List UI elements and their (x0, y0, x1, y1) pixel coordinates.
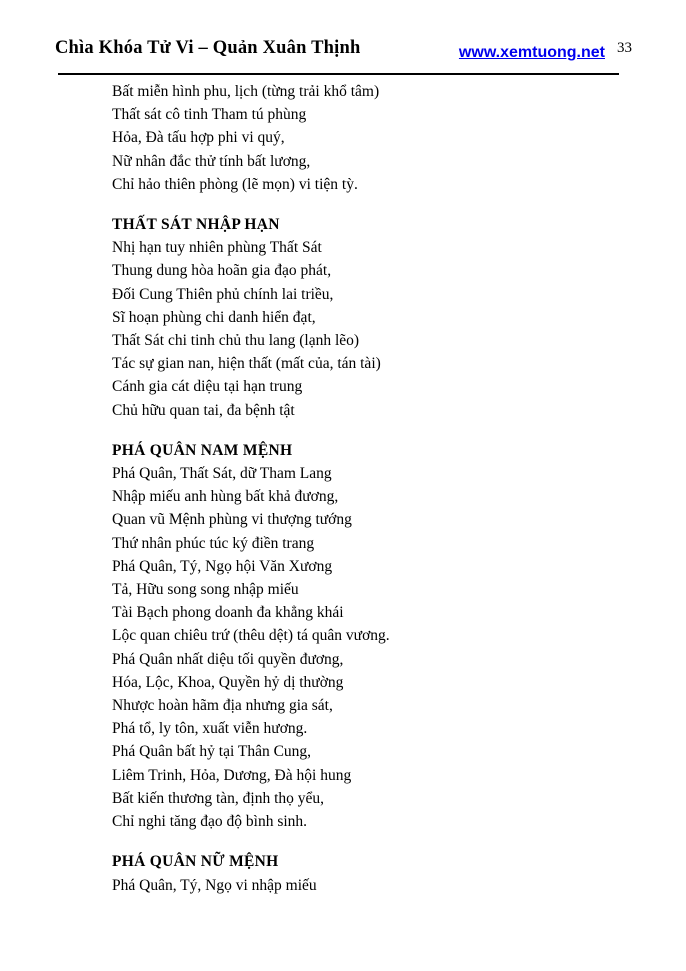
poem-line: Phá Quân, Thất Sát, dữ Tham Lang (112, 465, 332, 483)
poem-line: Quan vũ Mệnh phùng vi thượng tướng (112, 511, 352, 529)
page-number: 33 (617, 40, 632, 56)
poem-line: Nhị hạn tuy nhiên phùng Thất Sát (112, 239, 322, 257)
book-title: Chìa Khóa Tử Vi – Quản Xuân Thịnh (55, 38, 361, 58)
section-heading: PHÁ QUÂN NAM MỆNH (112, 441, 293, 459)
section-heading: THẤT SÁT NHẬP HẠN (112, 216, 280, 234)
poem-line: Nhược hoàn hãm địa nhưng gia sát, (112, 697, 333, 715)
poem-line: Phá Quân, Tý, Ngọ vi nhập miếu (112, 876, 317, 894)
poem-line: Lộc quan chiêu trứ (thêu dệt) tá quân vương. (112, 627, 390, 645)
poem-line: Tác sự gian nan, hiện thất (mất của, tán tài) (112, 355, 381, 373)
poem-line: Đối Cung Thiên phủ chính lai triều, (112, 285, 334, 303)
poem-line: Phá tổ, ly tôn, xuất viễn hương. (112, 720, 308, 738)
document-body (112, 80, 532, 897)
poem-line: Phá Quân nhất diệu tối quyền đương, (112, 650, 344, 668)
poem-line: Sĩ hoạn phùng chi danh hiển đạt, (112, 308, 316, 326)
poem-line: Thứ nhân phúc túc ký điền trang (112, 534, 315, 552)
poem-line: Chỉ nghi tăng đạo độ bình sinh. (112, 813, 308, 831)
poem-line: Nữ nhân đắc thử tính bất lương, (112, 152, 311, 170)
poem-line: Tài Bạch phong doanh đa khẳng khái (112, 604, 344, 622)
website-link[interactable]: www.xemtuong.net (458, 44, 605, 61)
poem-line: Liêm Trinh, Hỏa, Dương, Đà hội hung (112, 766, 352, 784)
poem-line: Phá Quân bất hỷ tại Thân Cung, (112, 743, 312, 761)
poem-line: Bất miễn hình phu, lịch (từng trải khổ tâm) (112, 83, 380, 100)
section-heading: PHÁ QUÂN NỮ MỆNH (112, 853, 279, 871)
poem-line: Cánh gia cát diệu tại hạn trung (112, 378, 303, 396)
poem-line: Hỏa, Đà tấu hợp phi vi quý, (112, 129, 285, 147)
poem-line: Phá Quân, Tý, Ngọ hội Văn Xương (112, 557, 333, 575)
poem-line: Thất sát cô tinh Tham tú phùng (112, 106, 307, 124)
header-divider (58, 73, 619, 75)
poem-line: Tả, Hữu song song nhập miếu (112, 581, 299, 599)
poem-line: Thung dung hòa hoãn gia đạo phát, (112, 262, 332, 280)
poem-line: Chỉ hảo thiên phòng (lẽ mọn) vi tiện tỳ. (112, 175, 358, 193)
poem-line: Nhập miếu anh hùng bất khả đương, (112, 488, 339, 506)
poem-line: Chủ hữu quan tai, đa bệnh tật (112, 401, 295, 419)
poem-line: Hóa, Lộc, Khoa, Quyền hỷ dị thường (112, 673, 344, 691)
poem-line: Thất Sát chi tinh chủ thu lang (lạnh lẽo) (112, 332, 360, 350)
poem-line: Bất kiến thương tàn, định thọ yểu, (112, 789, 325, 807)
